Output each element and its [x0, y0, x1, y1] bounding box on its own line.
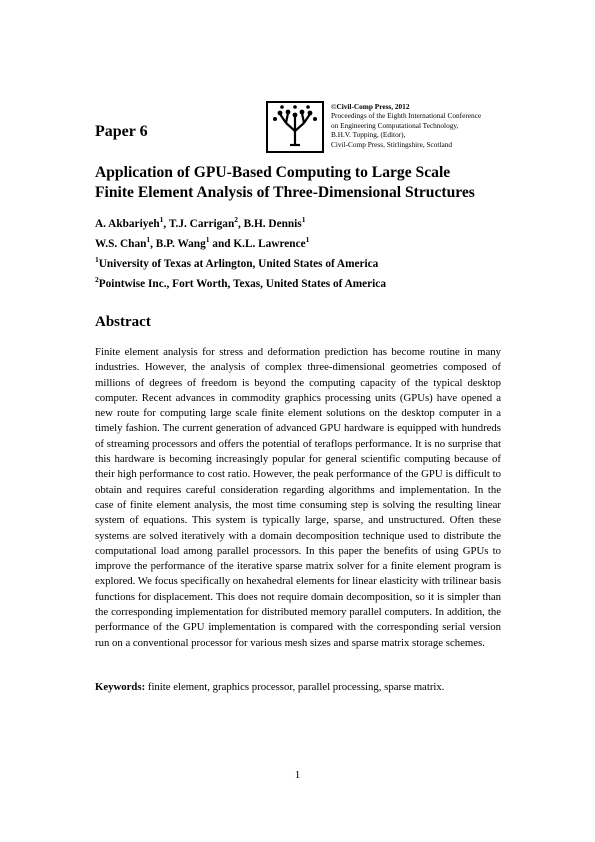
paper-label: Paper 6 — [95, 123, 148, 140]
affiliation-text: University of Texas at Arlington, United States of America — [98, 257, 379, 270]
proceedings-line-2: on Engineering Computational Technology, — [331, 120, 459, 130]
author-line-1 — [95, 212, 515, 232]
author-line-2 — [95, 232, 515, 252]
keywords-text: finite element, graphics processor, parallel processing, sparse matrix. — [147, 681, 445, 693]
author-name: W.S. Chan — [95, 237, 147, 250]
author-affiliation-mark: 1 — [159, 215, 164, 224]
affiliation-mark: 1 — [95, 255, 99, 265]
author-block — [95, 212, 515, 292]
title-line-2: Finite Element Analysis of Three-Dimensional Structures — [95, 183, 475, 201]
author-separator: , — [150, 237, 156, 250]
author-name: A. Akbariyeh — [95, 217, 160, 230]
author-affiliation-mark: 1 — [305, 235, 310, 245]
author-name: T.J. Carrigan — [168, 217, 235, 230]
author-affiliation-mark: 1 — [301, 215, 306, 224]
author-affiliation-mark: 1 — [205, 235, 210, 245]
title-line-1: Application of GPU-Based Computing to Large Scale — [95, 164, 451, 181]
affiliation-text: Pointwise Inc., Fort Worth, Texas, United States of America — [98, 277, 386, 290]
author-separator: and — [209, 237, 234, 250]
editor-line: B.H.V. Topping, (Editor), — [331, 130, 406, 140]
author-name: B.P. Wang — [155, 237, 206, 250]
paper-title — [95, 163, 515, 202]
affiliation-line — [95, 252, 515, 272]
keywords-line — [95, 681, 501, 693]
author-affiliation-mark: 2 — [234, 215, 238, 224]
publisher-line: Civil-Comp Press, Stirlingshire, Scotland — [331, 139, 453, 149]
keywords-label: Keywords: — [95, 681, 146, 693]
affiliation-line — [95, 272, 515, 292]
abstract-body: Finite element analysis for stress and deformation prediction has become routine in many industries. However, the analysis of complex three-dimensional geometries composed of millions of degrees of freedom is beyond the computing capacity of the typical desktop computer. Recent advances in commodity graphics processing units (GPUs) have opened a new route for computing large scale finite element solutions on the desktop computer in a timely fashion. The current generation of advanced GPU hardware is equipped with hundreds of streaming processors and offers the potential of teraflops performance. It is no surprise that this hardware is becoming increasingly popular for general scientific computing because of their high performance to cost ratio. However, the peak performance of the GPU is difficult to obtain and requires careful consideration regarding algorithms and implementation. In the case of finite element analysis, the most time consuming step is solving the resulting linear system of equations. This system is typically large, sparse, and unstructured. Often these systems are solved iteratively with a domain decomposition technique used to distribute the computational load among parallel processors. In this paper the benefits of using GPUs to improve the performance of the iterative sparse matrix solver for a finite element program is explored. We focus specifically on hexahedral elements for linear elasticity with trilinear basis functions for displacement. This does not require domain decomposition, so it is simpler than the corresponding implementation for distributed memory parallel computers. In addition, the performance of the GPU implementation is compared with the corresponding serial version run on a conventional processor for various mesh sizes and sparse matrix storage schemes. — [95, 346, 501, 649]
publisher-info — [331, 102, 531, 149]
abstract-heading: Abstract — [95, 314, 151, 330]
author-name: K.L. Lawrence — [233, 237, 306, 250]
affiliation-mark: 2 — [95, 275, 99, 285]
page-number: 1 — [294, 769, 301, 781]
author-separator: , — [237, 217, 244, 230]
author-separator: , — [163, 217, 169, 230]
author-name: B.H. Dennis — [243, 217, 302, 230]
author-affiliation-mark: 1 — [146, 235, 151, 245]
tree-logo-icon — [266, 101, 324, 153]
proceedings-line-1: Proceedings of the Eighth International Conference — [331, 111, 482, 121]
copyright-line: ©Civil-Comp Press, 2012 — [331, 102, 410, 111]
